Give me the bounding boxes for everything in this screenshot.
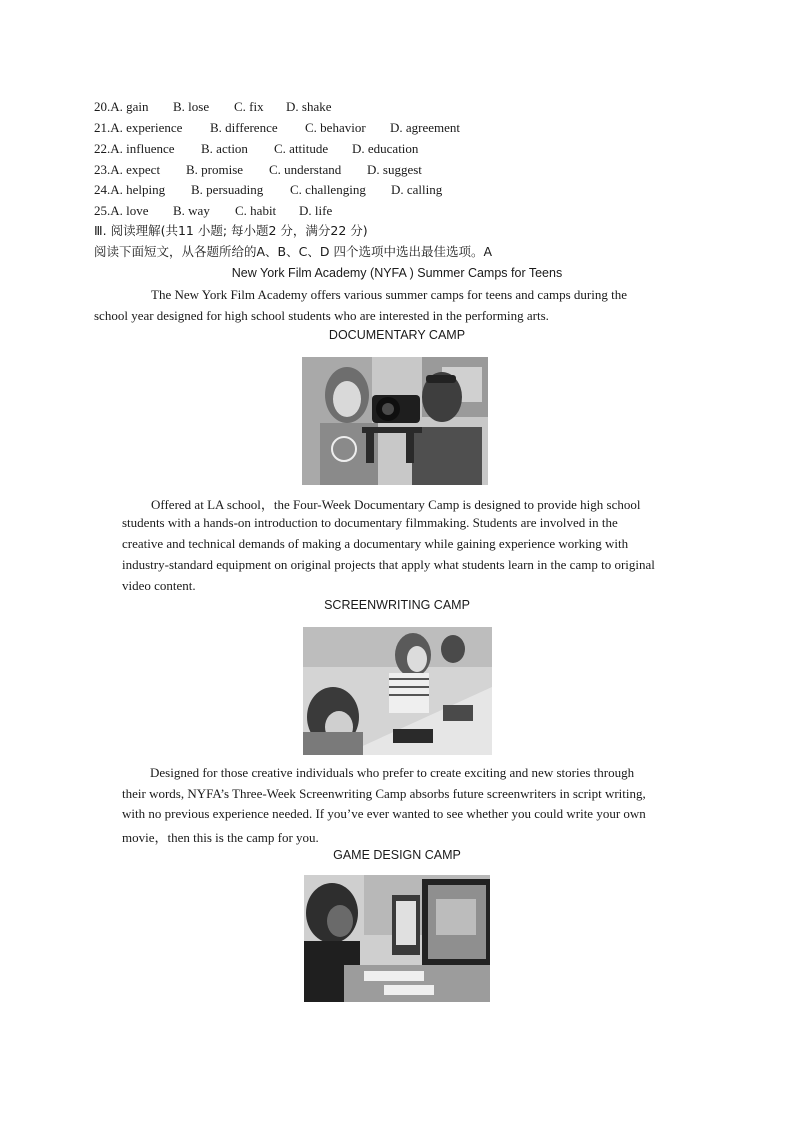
option-a: 25.A. love (94, 203, 149, 218)
option-a: 22.A. influence (94, 141, 175, 156)
option-d: D. life (299, 203, 333, 218)
option-c: C. challenging (290, 182, 366, 197)
section-instruction: 阅读下面短文，从各题所给的A、B、C、D 四个选项中选出最佳选项。A (94, 244, 493, 259)
option-a: 21.A. experience (94, 120, 183, 135)
option-row-24 (94, 182, 443, 200)
game-design-camp-title: GAME DESIGN CAMP (333, 848, 461, 862)
option-b: B. action (201, 141, 248, 156)
option-b: B. difference (210, 120, 278, 135)
documentary-line-3: creative and technical demands of making a documentary while gaining experience working with (122, 536, 629, 551)
option-d: D. calling (391, 182, 443, 197)
option-a: 20.A. gain (94, 99, 149, 114)
documentary-camp-title: DOCUMENTARY CAMP (328, 328, 466, 342)
screenwriting-camp-title: SCREENWRITING CAMP (324, 598, 470, 612)
section-heading: Ⅲ. 阅读理解(共11 小题; 每小题2 分，满分22 分) (94, 223, 368, 238)
option-d: D. agreement (390, 120, 461, 135)
option-row-22 (94, 141, 419, 159)
documentary-photo (302, 357, 488, 485)
passage-title: New York Film Academy (NYFA ) Summer Camps for Teens (231, 266, 563, 280)
option-d: D. shake (286, 99, 332, 114)
option-b: B. promise (186, 162, 244, 177)
option-c: C. understand (269, 162, 342, 177)
documentary-line-1: Offered at LA school，the Four-Week Documentary Camp is designed to provide high school (151, 497, 641, 512)
screenwriting-photo (303, 627, 492, 755)
screenwriting-line-4: movie，then this is the camp for you. (122, 830, 319, 845)
option-d: D. education (352, 141, 419, 156)
documentary-line-5: video content. (122, 578, 196, 593)
option-row-21 (94, 120, 461, 138)
game-design-photo (304, 875, 490, 1002)
option-c: C. behavior (305, 120, 366, 135)
documentary-line-4: industry-standard equipment on original projects that apply what students learn in the camp to original (122, 557, 655, 572)
documentary-line-2: students with a hands-on introduction to documentary filmmaking. Students are involved in the (122, 515, 618, 530)
screenwriting-line-2: their words, NYFA’s Three-Week Screenwriting Camp absorbs future screenwriters in script writing, (122, 786, 646, 801)
option-a: 23.A. expect (94, 162, 161, 177)
option-c: C. fix (234, 99, 264, 114)
intro-line-1: The New York Film Academy offers various summer camps for teens and camps during the (151, 287, 627, 302)
option-b: B. way (173, 203, 210, 218)
screenwriting-line-1: Designed for those creative individuals who prefer to create exciting and new stories through (150, 765, 635, 780)
option-b: B. lose (173, 99, 210, 114)
option-b: B. persuading (191, 182, 264, 197)
option-a: 24.A. helping (94, 182, 166, 197)
option-row-23 (94, 162, 422, 180)
option-d: D. suggest (367, 162, 422, 177)
screenwriting-line-3: with no previous experience needed. If you’ve ever wanted to see whether you could write your own (122, 806, 646, 821)
option-c: C. attitude (274, 141, 329, 156)
option-c: C. habit (235, 203, 277, 218)
option-row-25 (94, 203, 333, 221)
intro-line-2: school year designed for high school students who are interested in the performing arts. (94, 308, 549, 323)
option-row-20 (94, 99, 332, 117)
